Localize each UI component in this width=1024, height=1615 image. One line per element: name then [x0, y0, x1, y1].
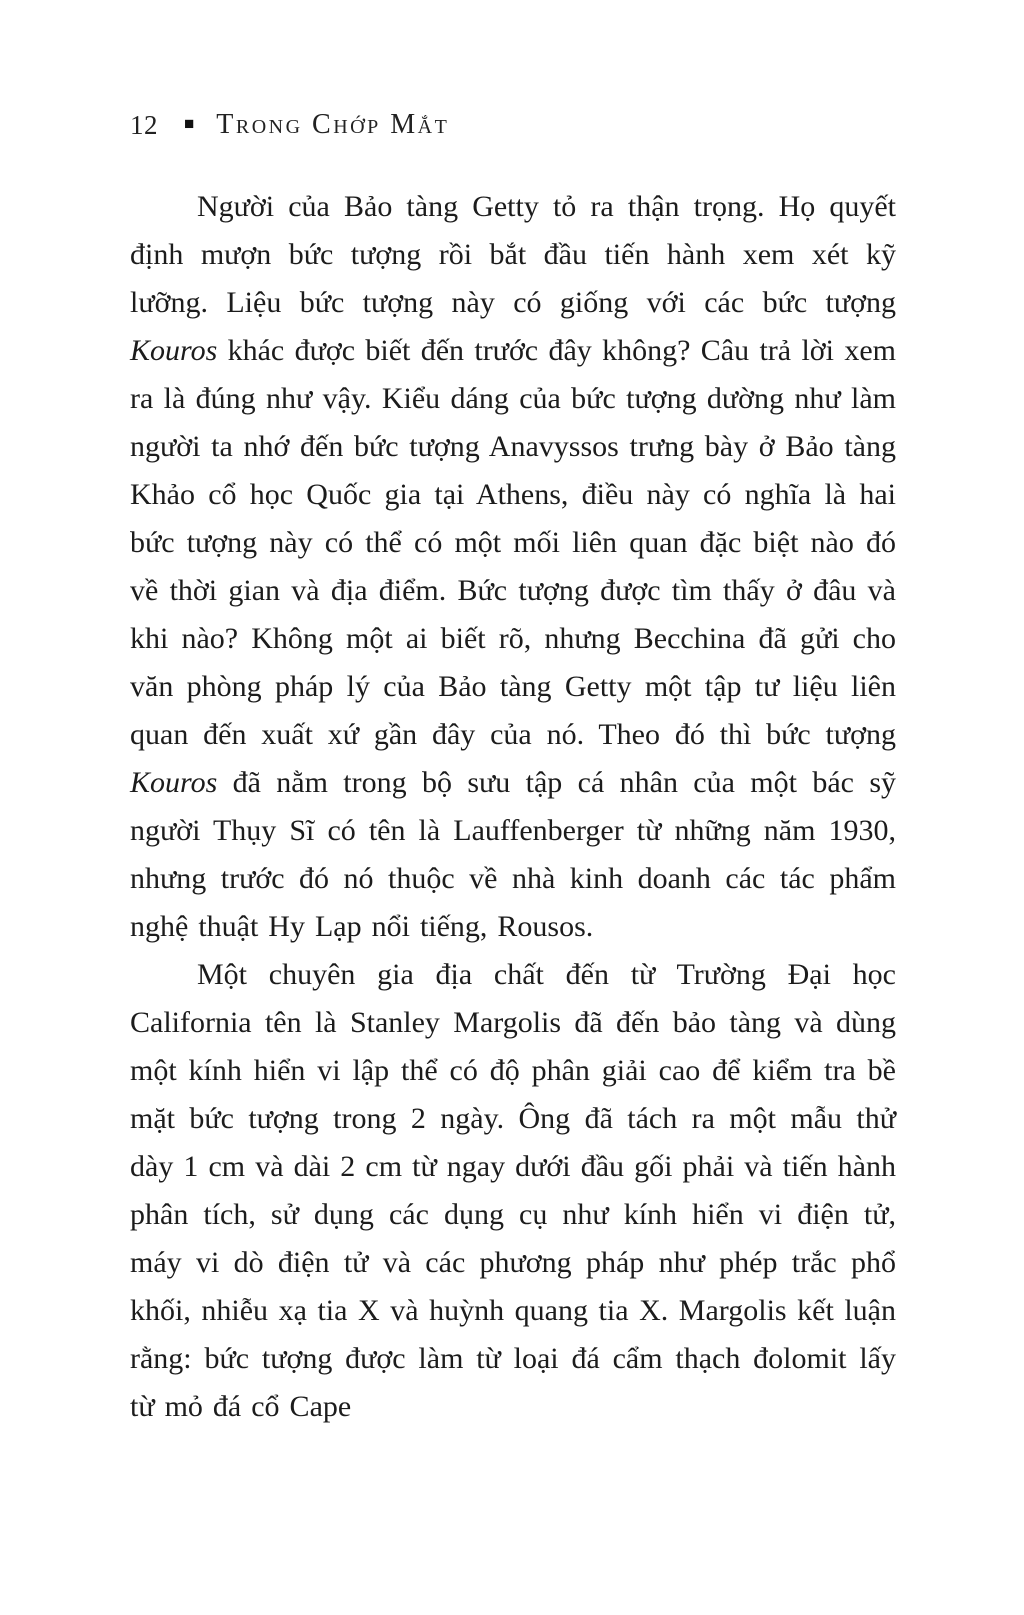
- page-header: [130, 110, 896, 140]
- text-run: Người của Bảo tàng Getty tỏ ra thận trọng. Họ quyết định mượn bức tượng rồi bắt đầu tiến hành xem xét kỹ lưỡng. Liệu bức tượng này có giống với các bức tượng: [130, 190, 896, 319]
- text-run-italic: Kouros: [130, 766, 218, 799]
- text-run: đã nằm trong bộ sưu tập cá nhân của một bác sỹ người Thụy Sĩ có tên là Lauffenberger từ những năm 1930, nhưng trước đó nó thuộc về nhà kinh doanh các tác phẩm nghệ thuật Hy Lạp nổi tiếng, Rousos.: [130, 766, 896, 943]
- square-bullet-icon: ■: [184, 114, 195, 133]
- running-title: Trong Chớp Mắt: [216, 109, 450, 140]
- text-run: Một chuyên gia địa chất đến từ Trường Đại học California tên là Stanley Margolis đã đến bảo tàng và dùng một kính hiển vi lập thể có độ phân giải cao để kiểm tra bề mặt bức tượng trong 2 ngày. Ông đã tách ra một mẫu thử dày 1 cm và dài 2 cm từ ngay dưới đầu gối phải và tiến hành phân tích, sử dụng các dụng cụ như kính hiển vi điện tử, máy vi dò điện tử và các phương pháp như phép trắc phổ khối, nhiễu xạ tia X và huỳnh quang tia X. Margolis kết luận rằng: bức tượng được làm từ loại đá cẩm thạch đolomit lấy từ mỏ đá cổ Cape: [130, 958, 896, 1423]
- body-text: [130, 183, 896, 1431]
- text-run: khác được biết đến trước đây không? Câu trả lời xem ra là đúng như vậy. Kiểu dáng của bức tượng dường như làm người ta nhớ đến bức tượng Anavyssos trưng bày ở Bảo tàng Khảo cổ học Quốc gia tại Athens, điều này có nghĩa là hai bức tượng này có thể có một mối liên quan đặc biệt nào đó về thời gian và địa điểm. Bức tượng được tìm thấy ở đâu và khi nào? Không một ai biết rõ, nhưng Becchina đã gửi cho văn phòng pháp lý của Bảo tàng Getty một tập tư liệu liên quan đến xuất xứ gần đây của nó. Theo đó thì bức tượng: [130, 334, 896, 751]
- page-number: 12: [130, 110, 158, 140]
- paragraph: [130, 183, 896, 951]
- paragraph: [130, 951, 896, 1431]
- text-run-italic: Kouros: [130, 334, 218, 367]
